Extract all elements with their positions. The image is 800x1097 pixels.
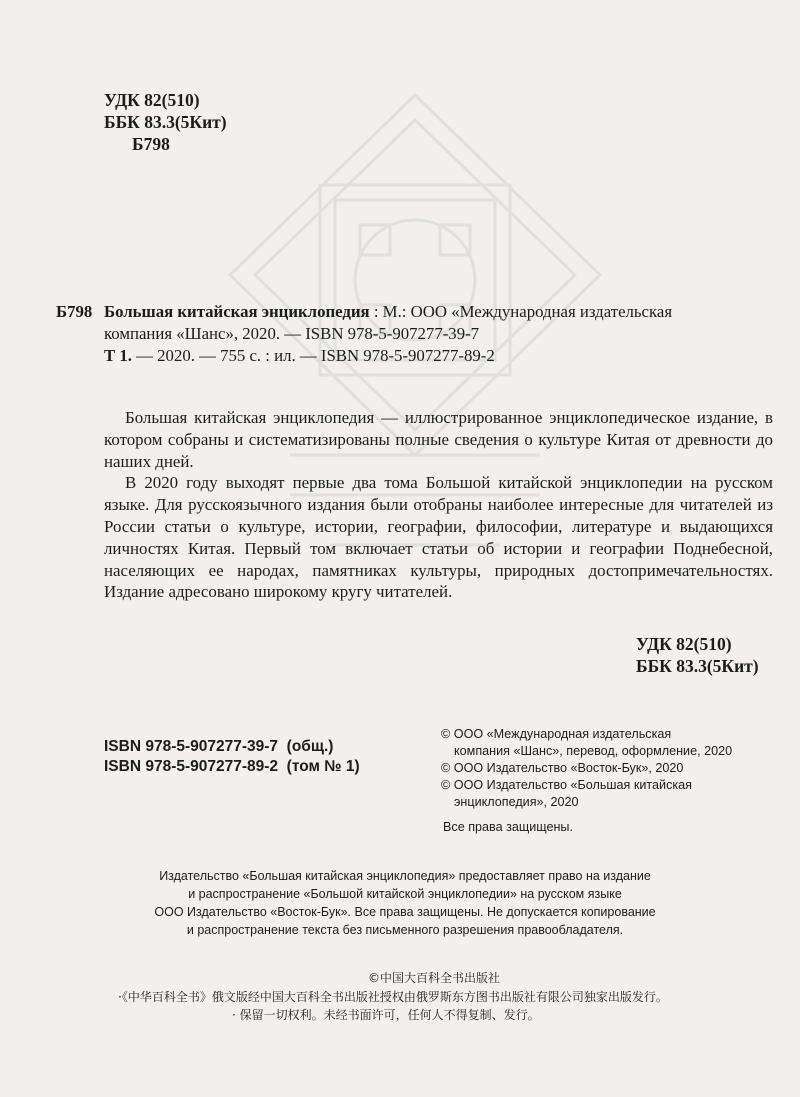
copyright-1-line-2: компания «Шанс», перевод, оформление, 2020: [454, 744, 733, 758]
copyright-block: [441, 726, 791, 811]
chinese-rights-note: · 保留一切权利。未经书面许可，任何人不得复制、发行。: [232, 1008, 540, 1022]
bibliographic-publisher: : М.: ООО «Международная издательская: [369, 302, 673, 321]
publisher-note-line-3: ООО Издательство «Восток-Бук». Все права защищены. Не допускается копирование: [154, 905, 656, 919]
copyright-1-line-1: © ООО «Международная издательская: [441, 727, 672, 741]
udk-code-top: УДК 82(510): [104, 90, 200, 110]
copyright-2: © ООО Издательство «Восток-Бук», 2020: [441, 761, 684, 775]
abstract-paragraph-2: В 2020 году выходят первые два тома Большой китайской энциклопедии на русском языке. Для русскоязычного издания были отобраны наиболее интересные для читателей из России статьи о культуре, истории, географии, философии, литературе и выдающихся личностях Китая. Первый том включает статьи об истории и географии Поднебесной, населяющих ее народах, памятниках культуры, природных достопримечательностях. Издание адресовано широкому кругу читателей.: [104, 473, 773, 602]
book-title: Большая китайская энциклопедия: [104, 302, 370, 321]
author-mark: Б798: [56, 302, 93, 321]
publisher-note-line-2: и распространение «Большой китайской энциклопедии» на русском языке: [188, 887, 622, 901]
bibliographic-line-1: [104, 301, 672, 323]
publisher-note-line-4: и распространение текста без письменного разрешения правообладателя.: [186, 923, 624, 937]
author-mark-top: Б798: [132, 134, 170, 154]
volume-label: Т 1.: [104, 346, 132, 365]
abstract-paragraph-1: Большая китайская энциклопедия — иллюстрированное энциклопедическое издание, в котором собраны и систематизированы полные сведения о культуре Китая от древности до наших дней.: [104, 408, 773, 471]
bibliographic-line-3: [104, 345, 495, 367]
all-rights-reserved: Все права защищены.: [443, 820, 573, 834]
copyright-3-line-1: © ООО Издательство «Большая китайская: [441, 778, 692, 792]
udk-code-bottom: УДК 82(510): [636, 634, 732, 654]
chinese-copyright: ©中国大百科全书出版社: [368, 971, 501, 985]
publisher-note: [60, 867, 750, 939]
isbn-general: ISBN 978-5-907277-39-7 (общ.): [104, 738, 334, 755]
chinese-license-note: ·《中华百科全书》俄文版经中国大百科全书出版社授权由俄罗斯东方图书出版社有限公司独家出版发行。: [118, 990, 668, 1004]
volume-details: — 2020. — 755 с. : ил. — ISBN 978-5-907277-89-2: [131, 346, 495, 365]
bibliographic-line-2: компания «Шанс», 2020. — ISBN 978-5-907277-39-7: [104, 324, 480, 343]
isbn-volume: ISBN 978-5-907277-89-2 (том № 1): [104, 758, 360, 775]
copyright-3-line-2: энциклопедия», 2020: [454, 795, 579, 809]
abstract: [104, 407, 773, 603]
bbk-code-bottom: ББК 83.3(5Кит): [636, 656, 759, 676]
publisher-note-line-1: Издательство «Большая китайская энциклопедия» предоставляет право на издание: [159, 869, 651, 883]
bbk-code-top: ББК 83.3(5Кит): [104, 112, 227, 132]
